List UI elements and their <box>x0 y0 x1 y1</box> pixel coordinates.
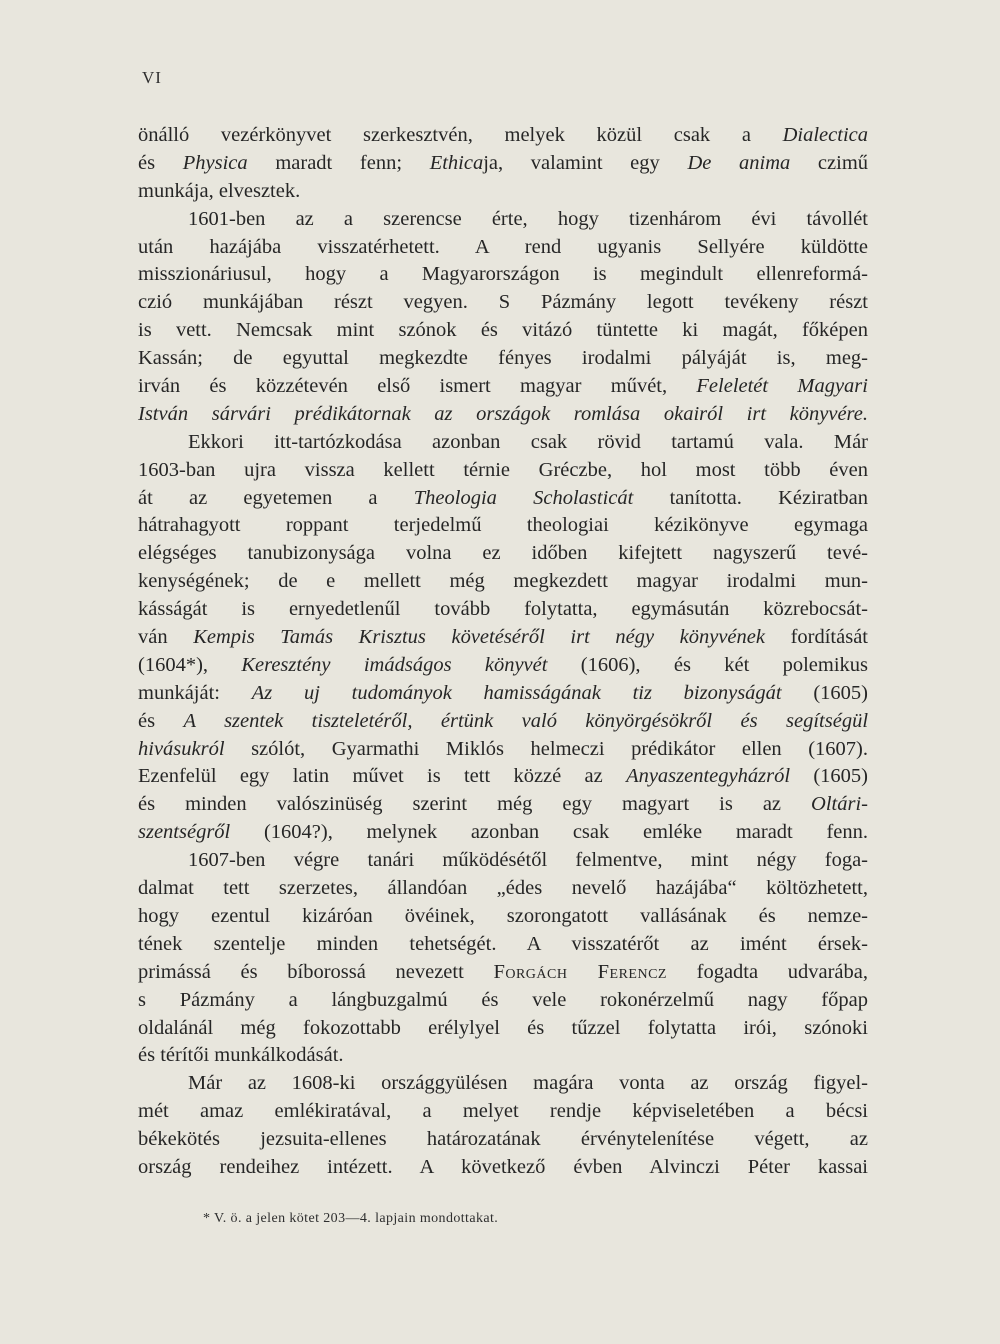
text-line <box>138 1126 868 1154</box>
text-line <box>138 150 868 178</box>
text-span: is vett. Nemcsak mint szónok és vitázó tüntette ki magát, főképen <box>138 319 868 342</box>
text-line <box>138 903 868 931</box>
text-span: elégséges tanubizonysága volna ez időben kifejtett nagyszerű tevé- <box>138 542 868 565</box>
italic-title: Oltári- <box>811 793 868 816</box>
text-span: Ekkori itt-tartózkodása azonban csak rövid tartamú vala. Már <box>188 430 868 453</box>
footnote: * V. ö. a jelen kötet 203—4. lapjain mondottakat. <box>203 1211 499 1226</box>
text-line <box>138 485 868 513</box>
text-span: békekötés jezsuita-ellenes határozatának érvénytelenítése végett, az <box>138 1128 868 1151</box>
text-span: primássá és bíborossá nevezett <box>138 960 494 983</box>
body-text <box>138 122 868 1182</box>
text-span: Már az 1608-ki országgyülésen magára vonta az ország figyel- <box>188 1072 868 1095</box>
italic-title: István sárvári prédikátornak az országok romlása okairól irt könyvére. <box>138 402 868 425</box>
text-line <box>138 819 868 847</box>
text-span: fogadta udvarába, <box>666 960 868 983</box>
text-line <box>138 987 868 1015</box>
italic-title: Az uj tudományok hamisságának tiz bizonyságát <box>251 681 782 704</box>
text-span: tének szentelje minden tehetségét. A visszatérőt az imént érsek- <box>138 932 868 955</box>
text-line <box>138 1015 868 1043</box>
text-line <box>138 540 868 568</box>
italic-title: hivásukról <box>138 737 225 760</box>
italic-title: Physica <box>182 151 248 174</box>
text-span: kenységének; de e mellett még megkezdett magyar irodalmi mun- <box>138 570 868 593</box>
text-line <box>138 624 868 652</box>
text-line <box>138 708 868 736</box>
text-span: Ezenfelül egy latin művet is tett közzé az <box>138 765 627 788</box>
text-span: oldalánál még fokozottabb erélylyel és tűzzel folytatta irói, szónoki <box>138 1016 868 1039</box>
italic-title: Keresztény imádságos könyvét <box>241 653 548 676</box>
text-line <box>138 847 868 875</box>
text-line <box>138 763 868 791</box>
text-span: 1603-ban ujra vissza kellett térnie Gréczbe, hol most több éven <box>138 458 868 481</box>
italic-title: Ethica <box>429 151 484 174</box>
text-span: (1605) <box>790 765 868 788</box>
text-line <box>138 736 868 764</box>
text-line <box>138 261 868 289</box>
italic-title: De anima <box>687 151 791 174</box>
text-span: dalmat tett szerzetes, állandóan „édes nevelő hazájába“ költözhetett, <box>138 877 868 900</box>
text-line <box>138 1098 868 1126</box>
text-line <box>138 206 868 234</box>
text-span: (1605) <box>781 681 869 704</box>
italic-title: A szentek tiszteletéről, értünk való könyörgésökről és segítségül <box>183 709 869 732</box>
text-line <box>138 1070 868 1098</box>
italic-title: Kempis Tamás Krisztus követéséről irt négy könyvének <box>193 626 765 649</box>
text-span: át az egyetemen a <box>138 486 414 509</box>
text-span: (1606), és két polemikus <box>547 653 868 676</box>
text-line <box>138 1154 868 1182</box>
text-span: 1607-ben végre tanári működésétől felmentve, mint négy foga- <box>188 849 868 872</box>
text-line <box>138 875 868 903</box>
text-span: tanította. Kéziratban <box>633 486 868 509</box>
italic-title: szentségről <box>138 821 231 844</box>
text-line <box>138 959 868 987</box>
text-span: czió munkájában részt vegyen. S Pázmány legott tevékeny részt <box>138 291 868 314</box>
text-line <box>138 122 868 150</box>
text-span: fordítását <box>764 626 868 649</box>
text-line <box>138 373 868 401</box>
text-span: misszionáriusul, hogy a Magyarországon is megindult ellenreformá- <box>138 263 868 286</box>
text-span: munkáját: <box>138 681 252 704</box>
text-line <box>138 401 868 429</box>
text-line <box>138 178 868 206</box>
text-span: s Pázmány a lángbuzgalmú és vele rokonérzelmű nagy főpap <box>138 988 868 1011</box>
text-span: irván és közzétevén első ismert magyar művét, <box>138 375 697 398</box>
text-line <box>138 317 868 345</box>
text-line <box>138 457 868 485</box>
text-line <box>138 512 868 540</box>
text-span: hogy ezentul kizáróan övéinek, szorongatott vallásának és nemze- <box>138 904 868 927</box>
text-line <box>138 289 868 317</box>
text-span: czimű <box>790 151 869 174</box>
text-line <box>138 596 868 624</box>
small-caps-name: Forgách Ferencz <box>493 960 667 983</box>
text-span: és minden valószinüség szerint még egy magyart is az <box>138 793 812 816</box>
text-span: és <box>138 709 184 732</box>
italic-title: Dialectica <box>782 124 868 146</box>
text-line <box>138 652 868 680</box>
text-line <box>138 345 868 373</box>
italic-title: Anyaszentegyházról <box>626 765 791 788</box>
text-span: (1604?), melynek azonban csak emléke maradt fenn. <box>230 821 868 844</box>
text-span: szólót, Gyarmathi Miklós helmeczi prédikátor ellen (1607). <box>224 737 868 760</box>
text-line <box>138 234 868 262</box>
page-number: VI <box>142 68 162 87</box>
italic-title: Feleletét Magyari <box>696 375 868 398</box>
text-line <box>138 429 868 457</box>
text-span: után hazájába visszatérhetett. A rend ugyanis Sellyére küldötte <box>138 235 868 258</box>
text-span: ország rendeihez intézett. A következő évben Alvinczi Péter kassai <box>138 1155 868 1178</box>
text-span: 1601-ben az a szerencse érte, hogy tizenhárom évi távollét <box>188 207 868 230</box>
text-span: és térítői munkálkodását. <box>138 1044 344 1067</box>
text-line <box>138 1042 868 1070</box>
text-span: önálló vezérkönyvet szerkesztvén, melyek közül csak a <box>138 124 783 146</box>
text-line <box>138 931 868 959</box>
text-span: ván <box>138 626 194 649</box>
italic-title: Theologia Scholasticát <box>413 486 634 509</box>
text-span: munkája, elvesztek. <box>138 179 301 202</box>
text-span: maradt fenn; <box>247 151 430 174</box>
text-line <box>138 680 868 708</box>
text-line <box>138 791 868 819</box>
text-span: (1604*), <box>138 653 242 676</box>
text-span: mét amaz emlékiratával, a melyet rendje képviseletében a bécsi <box>138 1100 868 1123</box>
text-span: hátrahagyott roppant terjedelmű theologiai kézikönyve egymaga <box>138 514 868 537</box>
text-span: és <box>138 151 183 174</box>
text-span: ja, valamint egy <box>483 151 688 174</box>
text-span: Kassán; de egyuttal megkezdte fényes irodalmi pályáját is, meg- <box>138 347 868 370</box>
text-line <box>138 568 868 596</box>
text-span: kásságát is ernyedetlenűl tovább folytatta, egymásután közrebocsát- <box>138 598 868 621</box>
